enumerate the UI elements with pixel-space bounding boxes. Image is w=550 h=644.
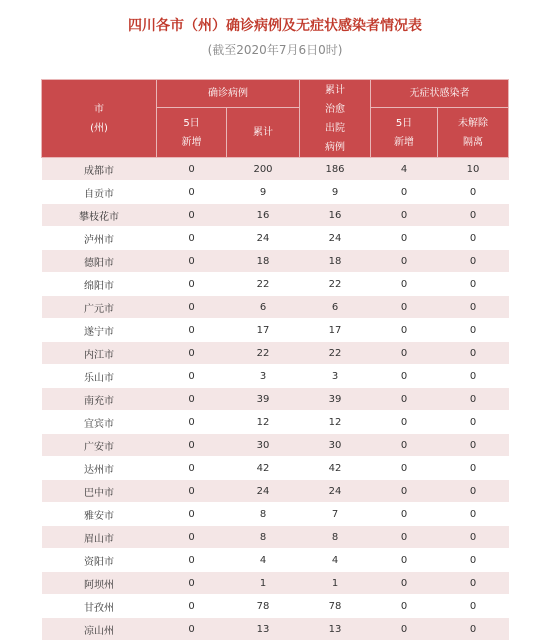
cell-cured: 16: [300, 204, 371, 227]
cell-new: 0: [157, 526, 227, 549]
cell-city: 泸州市: [42, 227, 157, 250]
cell-total: 39: [227, 388, 300, 411]
cell-total: 42: [227, 457, 300, 480]
cell-isolated: 0: [438, 434, 509, 457]
table-row: [42, 204, 509, 227]
cell-total: 8: [227, 526, 300, 549]
cell-city: 攀枝花市: [42, 204, 157, 227]
cell-isolated: 0: [438, 618, 509, 641]
cell-asym-new: 0: [371, 296, 438, 319]
cell-new: 0: [157, 296, 227, 319]
header-asymptomatic: 无症状感染者: [371, 80, 509, 108]
cell-isolated: 0: [438, 388, 509, 411]
cell-isolated: 0: [438, 227, 509, 250]
table-row: [42, 503, 509, 526]
cell-cured: 24: [300, 480, 371, 503]
cell-cured: 12: [300, 411, 371, 434]
cell-cured: 7: [300, 503, 371, 526]
table-row: [42, 319, 509, 342]
cell-cured: 6: [300, 296, 371, 319]
cell-total: 8: [227, 503, 300, 526]
cell-asym-new: 0: [371, 595, 438, 618]
cell-isolated: 0: [438, 457, 509, 480]
cell-cured: 78: [300, 595, 371, 618]
cell-isolated: 0: [438, 411, 509, 434]
cell-cured: 4: [300, 549, 371, 572]
table-row: [42, 273, 509, 296]
table-row: [42, 342, 509, 365]
cell-new: 0: [157, 319, 227, 342]
cell-isolated: 0: [438, 273, 509, 296]
table-row: [42, 365, 509, 388]
table-row: [42, 457, 509, 480]
cell-city: 乐山市: [42, 365, 157, 388]
table-row: [42, 250, 509, 273]
cell-new: 0: [157, 549, 227, 572]
cell-new: 0: [157, 388, 227, 411]
cell-new: 0: [157, 342, 227, 365]
cell-new: 0: [157, 227, 227, 250]
table-row: [42, 158, 509, 181]
cell-city: 成都市: [42, 158, 157, 181]
cell-cured: 186: [300, 158, 371, 181]
cell-total: 3: [227, 365, 300, 388]
cell-isolated: 0: [438, 480, 509, 503]
cell-asym-new: 0: [371, 618, 438, 641]
cell-city: 眉山市: [42, 526, 157, 549]
cell-isolated: 0: [438, 572, 509, 595]
table-row: [42, 181, 509, 204]
cell-isolated: 0: [438, 595, 509, 618]
table-row: [42, 526, 509, 549]
cell-total: 6: [227, 296, 300, 319]
cell-cured: 18: [300, 250, 371, 273]
cell-city: 自贡市: [42, 181, 157, 204]
header-asym-new: 5日 新增: [371, 108, 438, 158]
cell-cured: 1: [300, 572, 371, 595]
page-title: 四川各市（州）确诊病例及无症状感染者情况表: [128, 18, 422, 34]
table-row: [42, 572, 509, 595]
cell-asym-new: 0: [371, 204, 438, 227]
cell-city: 德阳市: [42, 250, 157, 273]
cell-isolated: 0: [438, 319, 509, 342]
cell-total: 22: [227, 342, 300, 365]
cell-isolated: 0: [438, 365, 509, 388]
cell-new: 0: [157, 595, 227, 618]
cell-asym-new: 0: [371, 227, 438, 250]
cell-city: 南充市: [42, 388, 157, 411]
cell-new: 0: [157, 434, 227, 457]
cell-total: 12: [227, 411, 300, 434]
cell-total: 24: [227, 480, 300, 503]
cell-new: 0: [157, 250, 227, 273]
cell-cured: 22: [300, 273, 371, 296]
cell-city: 甘孜州: [42, 595, 157, 618]
cell-total: 78: [227, 595, 300, 618]
cell-isolated: 0: [438, 250, 509, 273]
cell-asym-new: 0: [371, 250, 438, 273]
cell-cured: 22: [300, 342, 371, 365]
table-row: [42, 618, 509, 641]
cell-new: 0: [157, 158, 227, 181]
header-discharged: 累计 治愈 出院 病例: [300, 80, 371, 158]
table-row: [42, 411, 509, 434]
cell-total: 13: [227, 618, 300, 641]
cell-city: 广元市: [42, 296, 157, 319]
page-subtitle: (截至2020年7月6日0时): [207, 43, 343, 57]
table-header: [42, 80, 509, 158]
cell-total: 22: [227, 273, 300, 296]
header-city: 市 (州): [42, 80, 157, 158]
cell-asym-new: 0: [371, 526, 438, 549]
cell-cured: 8: [300, 526, 371, 549]
cell-total: 24: [227, 227, 300, 250]
cell-new: 0: [157, 204, 227, 227]
cell-city: 巴中市: [42, 480, 157, 503]
header-confirmed: 确诊病例: [157, 80, 300, 108]
cell-asym-new: 0: [371, 181, 438, 204]
table-row: [42, 595, 509, 618]
cell-asym-new: 0: [371, 503, 438, 526]
cell-isolated: 0: [438, 342, 509, 365]
cell-asym-new: 0: [371, 411, 438, 434]
cell-cured: 39: [300, 388, 371, 411]
cell-new: 0: [157, 411, 227, 434]
cell-total: 18: [227, 250, 300, 273]
cell-new: 0: [157, 365, 227, 388]
cell-city: 阿坝州: [42, 572, 157, 595]
cell-total: 1: [227, 572, 300, 595]
cell-asym-new: 0: [371, 273, 438, 296]
cell-total: 17: [227, 319, 300, 342]
cell-isolated: 0: [438, 296, 509, 319]
table-body: [42, 158, 509, 641]
cell-total: 200: [227, 158, 300, 181]
cell-asym-new: 0: [371, 388, 438, 411]
cell-city: 遂宁市: [42, 319, 157, 342]
cell-city: 广安市: [42, 434, 157, 457]
cell-cured: 24: [300, 227, 371, 250]
table-row: [42, 227, 509, 250]
cell-total: 16: [227, 204, 300, 227]
table-row: [42, 434, 509, 457]
cell-isolated: 0: [438, 549, 509, 572]
cell-asym-new: 0: [371, 572, 438, 595]
cell-cured: 42: [300, 457, 371, 480]
cell-cured: 30: [300, 434, 371, 457]
cell-cured: 17: [300, 319, 371, 342]
cell-new: 0: [157, 503, 227, 526]
cell-asym-new: 0: [371, 480, 438, 503]
header-cumulative: 累计: [227, 108, 300, 158]
cell-new: 0: [157, 181, 227, 204]
cell-city: 内江市: [42, 342, 157, 365]
cell-total: 9: [227, 181, 300, 204]
cell-city: 雅安市: [42, 503, 157, 526]
cell-new: 0: [157, 273, 227, 296]
cell-total: 4: [227, 549, 300, 572]
table-row: [42, 480, 509, 503]
cell-asym-new: 0: [371, 365, 438, 388]
cell-city: 达州市: [42, 457, 157, 480]
cell-new: 0: [157, 572, 227, 595]
case-table: [41, 79, 509, 641]
table-row: [42, 549, 509, 572]
cell-new: 0: [157, 618, 227, 641]
cell-city: 绵阳市: [42, 273, 157, 296]
cell-total: 30: [227, 434, 300, 457]
cell-isolated: 0: [438, 503, 509, 526]
cell-new: 0: [157, 457, 227, 480]
cell-cured: 3: [300, 365, 371, 388]
table-row: [42, 388, 509, 411]
cell-new: 0: [157, 480, 227, 503]
cell-cured: 13: [300, 618, 371, 641]
cell-isolated: 0: [438, 526, 509, 549]
cell-city: 凉山州: [42, 618, 157, 641]
cell-isolated: 0: [438, 181, 509, 204]
cell-asym-new: 4: [371, 158, 438, 181]
table-row: [42, 296, 509, 319]
cell-asym-new: 0: [371, 342, 438, 365]
cell-asym-new: 0: [371, 549, 438, 572]
cell-city: 宜宾市: [42, 411, 157, 434]
header-isolated: 未解除 隔离: [438, 108, 509, 158]
cell-isolated: 10: [438, 158, 509, 181]
header-new: 5日 新增: [157, 108, 227, 158]
cell-cured: 9: [300, 181, 371, 204]
cell-isolated: 0: [438, 204, 509, 227]
cell-city: 资阳市: [42, 549, 157, 572]
cell-asym-new: 0: [371, 457, 438, 480]
cell-asym-new: 0: [371, 434, 438, 457]
cell-asym-new: 0: [371, 319, 438, 342]
